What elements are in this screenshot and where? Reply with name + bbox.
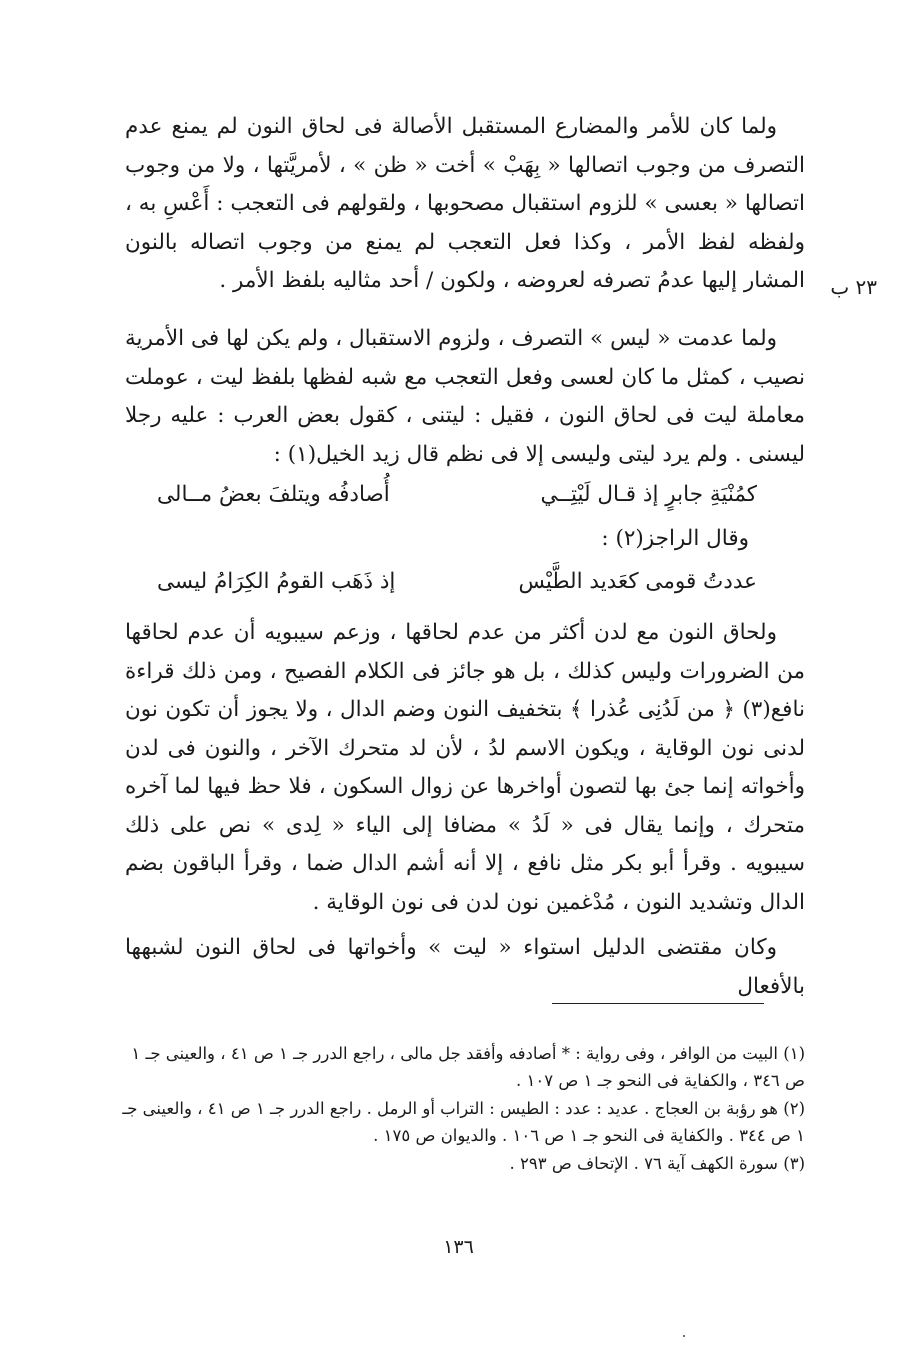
paragraph-1-text: ولما كان للأمر والمضارع المستقبل الأصالة فى لحاق النون لم يمنع عدم التصرف من وجوب اتصالها « بِهَبْ » أخت « ظن » ، لأمريَّتها ، ولا من وجوب اتصالها « بعسى » للزوم استقبال مصحوبها ، ولقولهم فى التعجب : أَعْسِ به ، ولفظه لفظ الأمر ، وكذا فعل التعجب لم يمنع من وجوب اتصاله بالنون المشار إليها عدمُ تصرفه لعروضه ، ولكون / أحد مثاليه بلفظ الأمر .: [125, 114, 805, 293]
paragraph-1: [125, 108, 805, 301]
verse-2-intro: وقال الراجز(٢) :: [601, 526, 749, 551]
footnote-2: (٢) هو رؤبة بن العجاج . عديد : عدد : الطيس : التراب أو الرمل . راجع الدرر جـ ١ ص ٤١ ، والعينى جـ ١ ص ٣٤٤ . والكفاية فى النحو جـ ١ ص ١٠٦ . والديوان ص ١٧٥ .: [122, 1099, 805, 1145]
verse-1-first-hemistich: كمُنْيَةِ جابرٍ إذ قـال لَيْتِــي: [540, 482, 757, 507]
paragraph-2-text: ولما عدمت « ليس » التصرف ، ولزوم الاستقبال ، ولم يكن لها فى الأمرية نصيب ، كمثل ما كان لعسى وفعل التعجب مع شبه لفظها بلفظ ليت ، عوملت معاملة ليت فى لحاق النون ، فقيل : ليتنى ، كقول بعض العرب : عليه رجلا ليسنى . ولم يرد ليتى وليسى إلا فى نظم قال زيد الخيل(١) :: [125, 326, 805, 467]
page-number: ١٣٦: [443, 1236, 474, 1258]
paragraph-4-text: وكان مقتضى الدليل استواء « ليت » وأخواتها فى لحاق النون لشبهها بالأفعال: [125, 935, 805, 999]
verse-2-second-hemistich: إذ ذَهَب القومُ الكِرَامُ ليسى: [157, 569, 396, 594]
scan-speck: [683, 1335, 685, 1337]
paragraph-3-text: ولحاق النون مع لدن أكثر من عدم لحاقها ، وزعم سيبويه أن عدم لحاقها من الضرورات وليس كذلك ، بل هو جائز فى الكلام الفصيح ، ومن ذلك قراءة نافع(٣) ﴿ من لَدُنِى عُذرا ﴾ بتخفيف النون وضم الدال ، ولا يجوز أن تكون نون لدنى نون الوقاية ، ويكون الاسم لدُ ، لأن لد متحرك الآخر ، والنون فى لدن وأخواته إنما جئ بها لتصون أواخرها عن زوال السكون ، فلا حظ فيها لما آخره متحرك ، وإنما يقال فى « لَدُ » مضافا إلى الياء « لِدى » نص على ذلك سيبويه . وقرأ أبو بكر مثل نافع ، إلا أنه أشم الدال ضما ، وقرأ الباقون بضم الدال وتشديد النون ، مُدْغمين نون لدن فى نون الوقاية .: [125, 620, 805, 915]
verse-2-first-hemistich: عددتُ قومى كعَديد الطَّيْس: [518, 569, 757, 594]
verse-1-second-hemistich: أُصادفُه ويتلفَ بعضُ مــالى: [157, 482, 390, 507]
footnotes: [115, 1040, 805, 1178]
footnote-3: (٣) سورة الكهف آية ٧٦ . الإتحاف ص ٢٩٣ .: [509, 1154, 805, 1173]
footnote-separator: [552, 1003, 764, 1004]
paragraph-3: [125, 614, 805, 1006]
folio-margin-note: ٢٣ ب: [830, 275, 877, 299]
paragraph-2: [125, 320, 805, 474]
footnote-1: (١) البيت من الوافر ، وفى رواية : * أصادفه وأفقد جل مالى ، راجع الدرر جـ ١ ص ٤١ ، والعينى جـ ١ ص ٣٤٦ ، والكفاية فى النحو جـ ١ ص ١٠٧ .: [131, 1044, 805, 1090]
